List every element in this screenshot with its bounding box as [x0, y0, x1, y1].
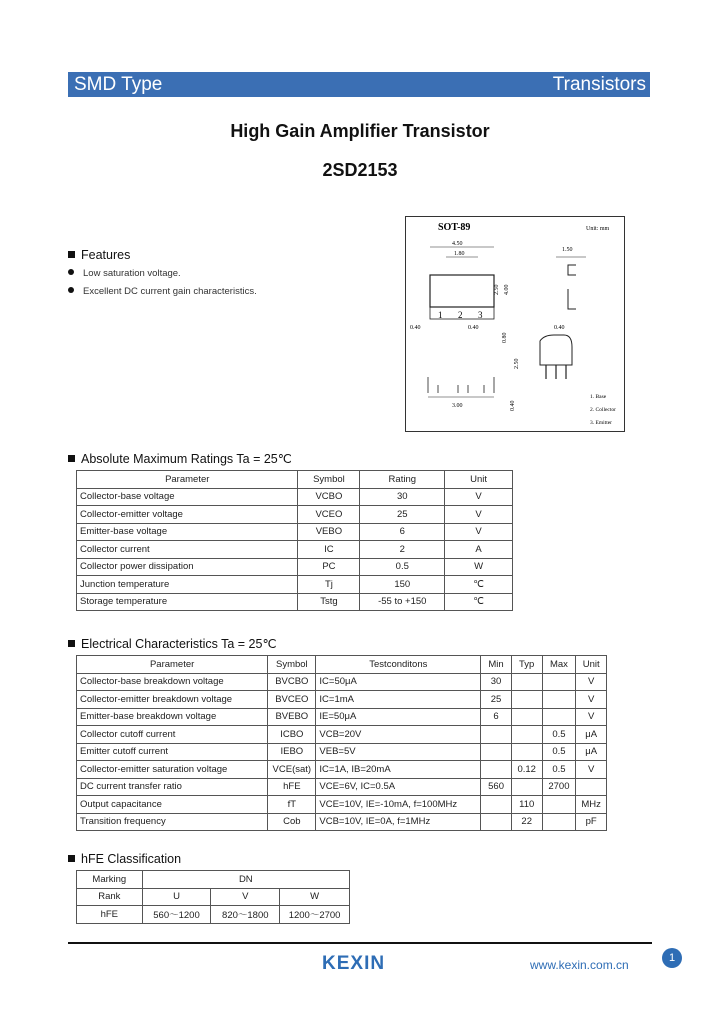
table-cell: V — [576, 691, 607, 709]
table-cell: V — [445, 506, 513, 524]
abs-max-table — [76, 470, 513, 611]
table-row — [77, 541, 513, 559]
column-header: Parameter — [77, 471, 298, 489]
table-row — [77, 488, 513, 506]
table-cell: Storage temperature — [77, 593, 298, 611]
table-cell: ℃ — [445, 576, 513, 594]
elec-heading: Electrical Characteristics Ta = 25℃ — [68, 636, 276, 651]
table-cell — [511, 708, 542, 726]
table-cell: IC=50μA — [316, 673, 481, 691]
table-cell: Junction temperature — [77, 576, 298, 594]
table-cell: fT — [268, 796, 316, 814]
table-cell: V — [576, 761, 607, 779]
elec-table — [76, 655, 607, 831]
table-cell: IC — [298, 541, 360, 559]
table-cell: 0.5 — [542, 726, 576, 744]
table-cell: IEBO — [268, 743, 316, 761]
dim-c: 0.40 — [410, 325, 421, 331]
table-row — [77, 761, 607, 779]
table-cell: VCE(sat) — [268, 761, 316, 779]
bullet-square-icon — [68, 640, 75, 647]
table-cell: IC=1mA — [316, 691, 481, 709]
table-cell: ℃ — [445, 593, 513, 611]
column-header: Unit — [445, 471, 513, 489]
column-header: Parameter — [77, 656, 268, 674]
table-cell: V — [576, 708, 607, 726]
column-header: Symbol — [268, 656, 316, 674]
table-cell: 0.5 — [360, 558, 445, 576]
bullet-square-icon — [68, 455, 75, 462]
dim-k: 3.00 — [452, 403, 463, 409]
hfe-range: 1200～2700 — [280, 906, 350, 924]
column-header: Max — [542, 656, 576, 674]
table-cell: 150 — [360, 576, 445, 594]
table-cell: Emitter-base breakdown voltage — [77, 708, 268, 726]
table-cell — [481, 743, 512, 761]
dim-b: 1.80 — [454, 251, 465, 257]
table-row — [77, 778, 607, 796]
table-cell: BVCEO — [268, 691, 316, 709]
table-cell: VCEO — [298, 506, 360, 524]
table-row — [77, 743, 607, 761]
table-cell: DC current transfer ratio — [77, 778, 268, 796]
table-cell: Emitter-base voltage — [77, 523, 298, 541]
bullet-square-icon — [68, 855, 75, 862]
header-banner — [68, 72, 650, 97]
table-cell — [576, 778, 607, 796]
table-cell — [481, 796, 512, 814]
column-header: Testconditons — [316, 656, 481, 674]
table-cell: V — [576, 673, 607, 691]
table-cell: 25 — [481, 691, 512, 709]
table-cell: 0.5 — [542, 761, 576, 779]
package-name: SOT-89 — [438, 222, 471, 233]
table-cell — [542, 673, 576, 691]
table-row — [77, 813, 607, 831]
dim-f: 4.00 — [504, 284, 510, 295]
table-cell: Collector-base voltage — [77, 488, 298, 506]
footer-divider — [68, 942, 652, 944]
table-cell — [542, 691, 576, 709]
table-cell: 30 — [360, 488, 445, 506]
table-cell: PC — [298, 558, 360, 576]
hfe-table — [76, 870, 350, 924]
table-cell — [511, 691, 542, 709]
pin-2: 2 — [458, 310, 463, 320]
table-cell — [511, 743, 542, 761]
hfe-range: 820～1800 — [211, 906, 280, 924]
table-cell: -55 to +150 — [360, 593, 445, 611]
rank-value: W — [280, 888, 350, 906]
table-cell: IE=50μA — [316, 708, 481, 726]
table-cell: VEBO — [298, 523, 360, 541]
column-header: Symbol — [298, 471, 360, 489]
table-row — [77, 558, 513, 576]
table-cell: VCE=10V, IE=-10mA, f=100MHz — [316, 796, 481, 814]
pin-1: 1 — [438, 310, 443, 320]
table-cell: V — [445, 488, 513, 506]
table-row — [77, 673, 607, 691]
marking-value: DN — [142, 871, 349, 889]
table-cell: Cob — [268, 813, 316, 831]
header-left: SMD Type — [74, 74, 163, 95]
features-heading: Features — [68, 248, 130, 262]
table-cell: 6 — [481, 708, 512, 726]
page-number: 1 — [662, 948, 682, 968]
table-cell: VEB=5V — [316, 743, 481, 761]
table-cell: 560 — [481, 778, 512, 796]
dim-j: 2.50 — [514, 358, 520, 369]
table-cell: 110 — [511, 796, 542, 814]
table-cell: Collector-emitter breakdown voltage — [77, 691, 268, 709]
table-cell: 2 — [360, 541, 445, 559]
table-cell: Collector cutoff current — [77, 726, 268, 744]
part-number: 2SD2153 — [322, 160, 398, 180]
rank-label: Rank — [77, 888, 143, 906]
abs-max-heading: Absolute Maximum Ratings Ta = 25℃ — [68, 451, 292, 466]
header-right: Transistors — [552, 74, 646, 95]
column-header: Min — [481, 656, 512, 674]
table-cell: 30 — [481, 673, 512, 691]
table-cell: MHz — [576, 796, 607, 814]
table-cell: Transition frequency — [77, 813, 268, 831]
table-cell: 0.5 — [542, 743, 576, 761]
table-cell — [481, 726, 512, 744]
table-row — [77, 506, 513, 524]
page-title: High Gain Amplifier Transistor — [230, 121, 490, 141]
table-cell: VCB=10V, IE=0A, f=1MHz — [316, 813, 481, 831]
dim-i: 0.40 — [554, 325, 565, 331]
table-cell: VCBO — [298, 488, 360, 506]
table-cell: VCE=6V, IC=0.5A — [316, 778, 481, 796]
pin-label-1: 1. Base — [590, 394, 607, 400]
table-cell: Collector power dissipation — [77, 558, 298, 576]
kexin-logo: KEXIN — [322, 953, 386, 974]
hfe-label: hFE — [77, 906, 143, 924]
table-cell: W — [445, 558, 513, 576]
rank-value: U — [142, 888, 211, 906]
table-cell — [511, 673, 542, 691]
table-row — [77, 691, 607, 709]
table-cell: Emitter cutoff current — [77, 743, 268, 761]
column-header: Rating — [360, 471, 445, 489]
table-cell: Collector-base breakdown voltage — [77, 673, 268, 691]
table-cell: IC=1A, IB=20mA — [316, 761, 481, 779]
table-cell: BVCBO — [268, 673, 316, 691]
table-cell: 2700 — [542, 778, 576, 796]
column-header: Typ — [511, 656, 542, 674]
table-cell: μA — [576, 743, 607, 761]
dim-h: 1.50 — [562, 247, 573, 253]
table-cell: 25 — [360, 506, 445, 524]
table-cell: hFE — [268, 778, 316, 796]
table-row — [77, 726, 607, 744]
table-cell — [542, 796, 576, 814]
table-row — [77, 593, 513, 611]
feature-item: Low saturation voltage. — [68, 268, 181, 279]
table-cell — [511, 726, 542, 744]
table-cell: 6 — [360, 523, 445, 541]
table-cell — [481, 813, 512, 831]
table-row — [77, 576, 513, 594]
dim-d: 0.40 — [468, 325, 479, 331]
dim-e: 2.50 — [494, 284, 500, 295]
table-cell — [481, 761, 512, 779]
hfe-heading: hFE Classification — [68, 852, 181, 866]
bullet-dot-icon — [68, 269, 74, 275]
table-cell — [542, 708, 576, 726]
table-cell: Collector-emitter voltage — [77, 506, 298, 524]
package-drawing — [405, 216, 625, 432]
table-cell: Collector current — [77, 541, 298, 559]
table-cell: BVEBO — [268, 708, 316, 726]
rank-value: V — [211, 888, 280, 906]
pin-label-2: 2. Collector — [590, 407, 616, 413]
table-cell — [511, 778, 542, 796]
table-cell: Collector-emitter saturation voltage — [77, 761, 268, 779]
table-cell: 22 — [511, 813, 542, 831]
bullet-dot-icon — [68, 287, 74, 293]
feature-item: Excellent DC current gain characteristics. — [68, 286, 257, 297]
column-header: Unit — [576, 656, 607, 674]
dim-m: 0.40 — [510, 400, 516, 411]
bullet-square-icon — [68, 251, 75, 258]
dim-a: 4.50 — [452, 241, 463, 247]
table-cell: Tstg — [298, 593, 360, 611]
table-row — [77, 708, 607, 726]
hfe-range: 560～1200 — [142, 906, 211, 924]
unit-label: Unit: mm — [586, 226, 610, 232]
table-cell: Output capacitance — [77, 796, 268, 814]
table-cell: μA — [576, 726, 607, 744]
table-cell: V — [445, 523, 513, 541]
pin-label-3: 3. Emitter — [590, 420, 612, 426]
table-cell — [542, 813, 576, 831]
table-cell: VCB=20V — [316, 726, 481, 744]
table-row — [77, 523, 513, 541]
table-cell: 0.12 — [511, 761, 542, 779]
table-row — [77, 796, 607, 814]
dim-g: 0.80 — [502, 332, 508, 343]
table-cell: Tj — [298, 576, 360, 594]
table-cell: pF — [576, 813, 607, 831]
pin-3: 3 — [478, 310, 483, 320]
marking-label: Marking — [77, 871, 143, 889]
table-cell: A — [445, 541, 513, 559]
website-link[interactable]: www.kexin.com.cn — [530, 958, 629, 972]
table-cell: ICBO — [268, 726, 316, 744]
